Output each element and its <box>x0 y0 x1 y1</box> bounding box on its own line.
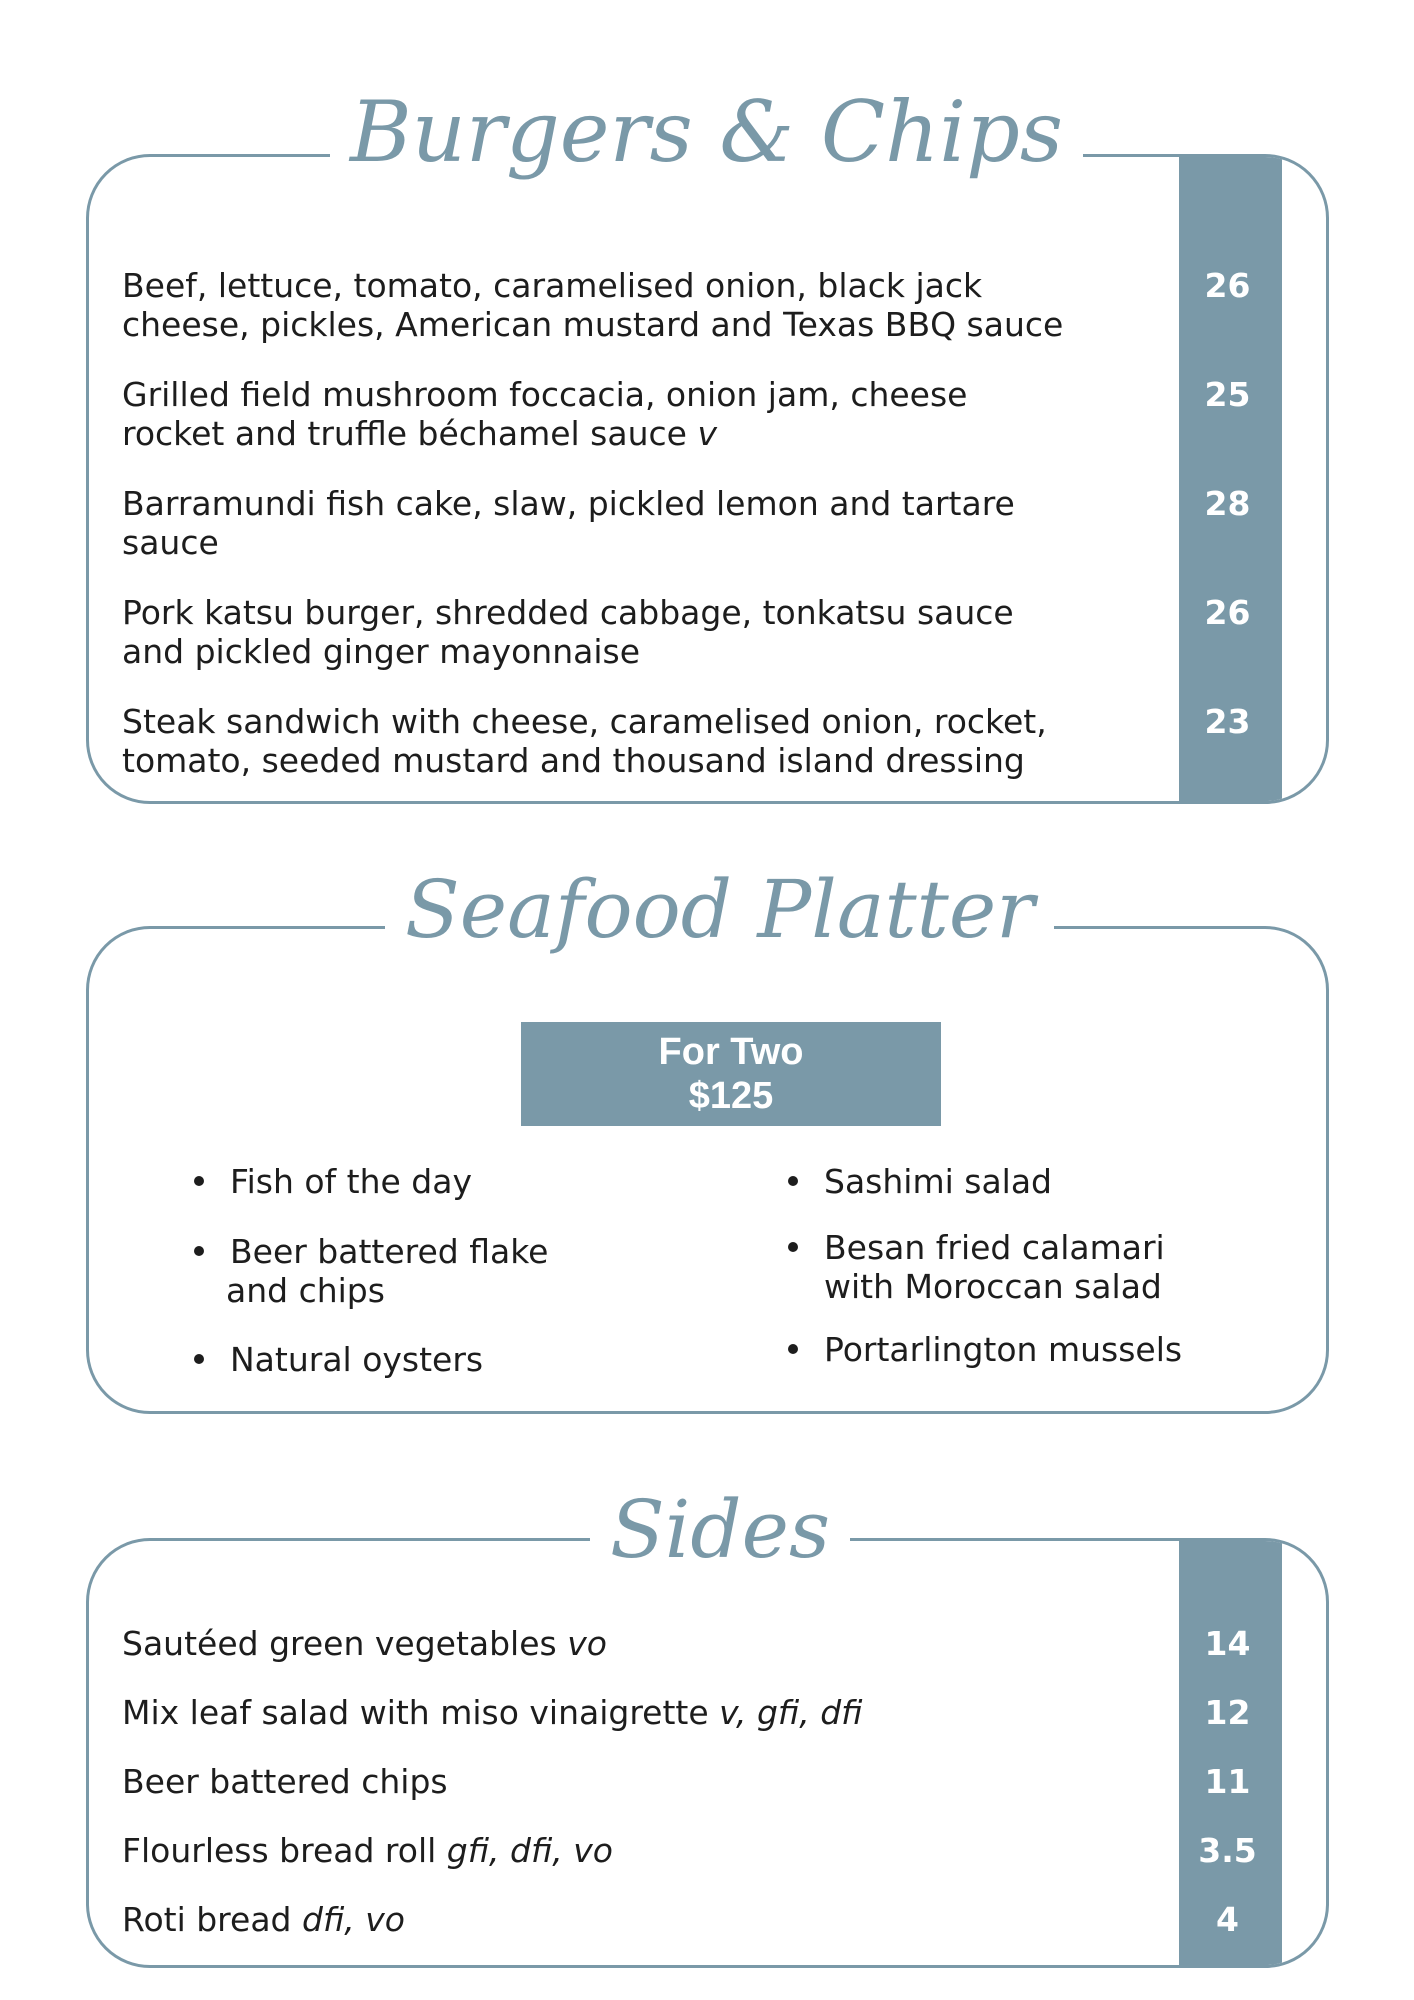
side-item-3-name: Beer battered chips <box>122 1762 448 1801</box>
seafood-left-item-2-line1: Beer battered flake <box>230 1232 549 1271</box>
seafood-left-item-1-text: Fish of the day <box>230 1162 472 1201</box>
burger-item-1-line2: cheese, pickles, American mustard and Texas BBQ sauce <box>122 305 1064 344</box>
burger-item-4-line2: and pickled ginger mayonnaise <box>122 632 640 671</box>
seafood-heading: Seafood Platter <box>385 870 1054 950</box>
side-item-5-price: 4 <box>1216 1900 1239 1939</box>
seafood-right-item-2-line1: Besan fried calamari <box>824 1228 1165 1267</box>
side-item-1 <box>122 1624 1162 1663</box>
side-item-3-price: 11 <box>1204 1762 1251 1801</box>
seafood-right-item-2 <box>824 1228 1165 1306</box>
bullet-dot <box>788 1344 798 1354</box>
seafood-right-item-3-text: Portarlington mussels <box>824 1330 1183 1369</box>
side-item-4 <box>122 1831 1162 1870</box>
seafood-promo-line1: For Two <box>658 1031 804 1073</box>
seafood-price-badge <box>521 1022 941 1126</box>
seafood-left-item-2-line2: and chips <box>226 1271 385 1310</box>
side-item-4-diet: gfi, dfi, vo <box>446 1831 613 1870</box>
burger-item-3-line2: sauce <box>122 523 219 562</box>
seafood-right-item-3 <box>824 1330 1182 1369</box>
bullet-dot <box>194 1246 204 1256</box>
seafood-right-item-1-text: Sashimi salad <box>824 1162 1053 1201</box>
burger-item-1-line1: Beef, lettuce, tomato, caramelised onion, black jack <box>122 266 983 305</box>
burger-item-4-price: 26 <box>1204 593 1251 632</box>
side-item-2-diet: v, gfi, dfi <box>719 1693 863 1732</box>
bullet-dot <box>788 1242 798 1252</box>
side-item-2-price: 12 <box>1204 1693 1251 1732</box>
side-item-1-name: Sautéed green vegetables <box>122 1624 568 1663</box>
side-item-5 <box>122 1900 1162 1939</box>
seafood-right-item-1 <box>824 1162 1052 1201</box>
seafood-right-item-2-line2: with Moroccan salad <box>824 1267 1162 1306</box>
seafood-left-item-2 <box>226 1232 549 1310</box>
side-item-5-diet: dfi, vo <box>302 1900 405 1939</box>
seafood-promo-line2: $125 <box>688 1075 774 1117</box>
side-item-4-name: Flourless bread roll <box>122 1831 447 1870</box>
seafood-left-item-3 <box>230 1340 483 1379</box>
burger-item-5-line1: Steak sandwich with cheese, caramelised onion, rocket, <box>122 702 1047 741</box>
burger-item-4 <box>122 593 1162 671</box>
bullet-dot <box>194 1354 204 1364</box>
burger-item-3-line1: Barramundi fish cake, slaw, pickled lemon and tartare <box>122 484 1015 523</box>
burger-item-1-price: 26 <box>1204 266 1251 305</box>
side-item-1-price: 14 <box>1204 1624 1251 1663</box>
burger-item-5 <box>122 702 1162 780</box>
side-item-3 <box>122 1762 1162 1801</box>
sides-heading: Sides <box>590 1490 850 1570</box>
seafood-left-item-3-text: Natural oysters <box>230 1340 484 1379</box>
side-item-4-price: 3.5 <box>1198 1831 1257 1870</box>
burger-item-1 <box>122 266 1162 344</box>
bullet-dot <box>788 1176 798 1186</box>
burgers-heading: Burgers & Chips <box>330 90 1083 174</box>
side-item-5-name: Roti bread <box>122 1900 302 1939</box>
side-item-2-name: Mix leaf salad with miso vinaigrette <box>122 1693 720 1732</box>
burger-item-5-line2: tomato, seeded mustard and thousand island dressing <box>122 741 1025 780</box>
burger-item-3-price: 28 <box>1204 484 1251 523</box>
burger-item-2 <box>122 375 1162 453</box>
side-item-1-diet: vo <box>567 1624 607 1663</box>
bullet-dot <box>194 1176 204 1186</box>
burger-item-2-line1: Grilled field mushroom foccacia, onion jam, cheese <box>122 375 968 414</box>
burger-item-2-price: 25 <box>1204 375 1251 414</box>
burger-item-2-line2: rocket and truffle béchamel sauce <box>122 414 698 453</box>
side-item-2 <box>122 1693 1162 1732</box>
burger-item-5-price: 23 <box>1204 702 1251 741</box>
burger-item-2-diet: v <box>697 414 717 453</box>
seafood-left-item-1 <box>230 1162 472 1201</box>
burger-item-4-line1: Pork katsu burger, shredded cabbage, tonkatsu sauce <box>122 593 1014 632</box>
burger-item-3 <box>122 484 1162 562</box>
